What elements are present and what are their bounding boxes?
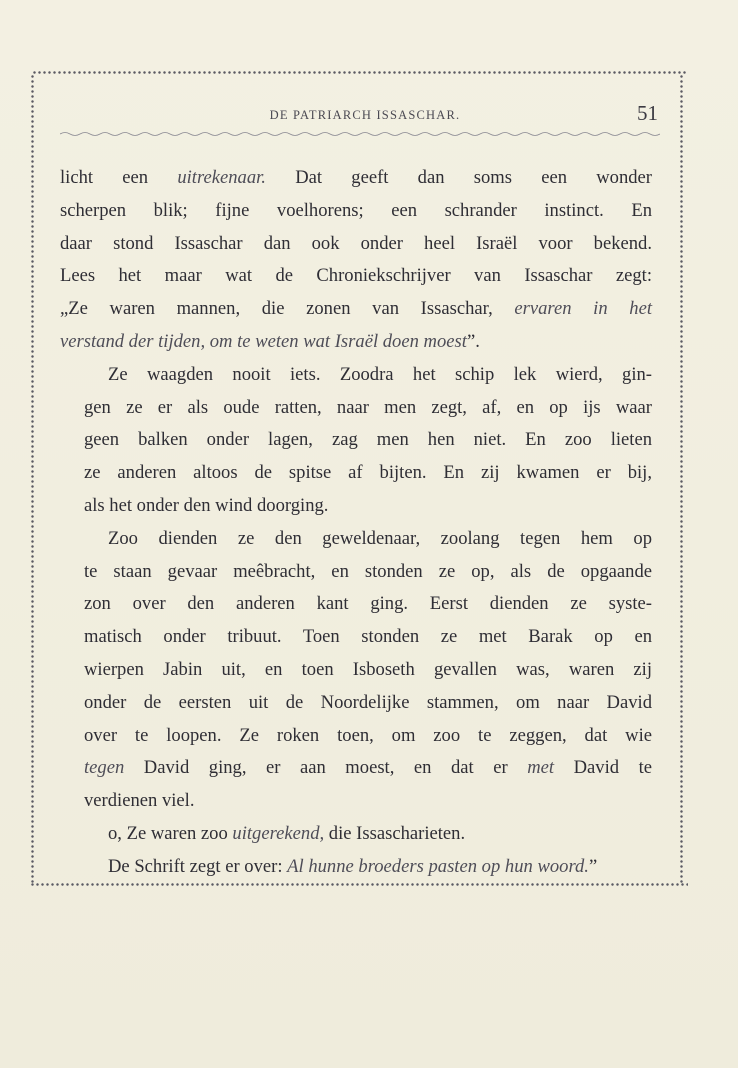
text-run: ze anderen altoos de spitse af bijten. En zij kwamen er bij,	[84, 462, 652, 484]
border-top	[32, 70, 688, 75]
italic-text: tegen	[84, 757, 125, 779]
text-line	[60, 785, 652, 818]
text-line	[60, 195, 652, 228]
italic-text: Al hunne broeders pasten op hun woord.	[287, 855, 589, 877]
text-line	[60, 162, 652, 195]
text-run: licht een	[60, 167, 178, 188]
text-run: matisch onder tribuut. Toen stonden ze met Barak op en	[84, 626, 652, 648]
paragraph	[60, 359, 652, 523]
body-text	[60, 162, 652, 884]
text-line	[60, 457, 652, 490]
text-run: die Issascharieten.	[324, 822, 466, 844]
border-right	[679, 74, 684, 884]
italic-text: uitgerekend,	[232, 822, 325, 844]
text-line	[60, 523, 652, 556]
text-line	[60, 851, 652, 884]
text-run: wierpen Jabin uit, en toen Isboseth gevallen was, waren zij	[84, 658, 652, 680]
text-run: te staan gevaar meêbracht, en stonden ze op, als de opgaande	[84, 560, 652, 582]
text-line	[60, 490, 652, 523]
text-run: zon over den anderen kant ging. Eerst dienden ze syste-	[84, 593, 652, 615]
text-run: Zoo dienden ze den geweldenaar, zoolang tegen hem op	[108, 527, 652, 549]
text-run: David te	[554, 757, 652, 779]
paragraph	[60, 523, 652, 818]
text-line	[60, 326, 652, 359]
text-line	[60, 588, 652, 621]
text-run: ”.	[466, 330, 480, 352]
paragraph	[60, 818, 652, 851]
text-line	[60, 556, 652, 589]
text-run: verdienen viel.	[84, 790, 195, 812]
text-line	[60, 293, 652, 326]
text-run: o, Ze waren zoo	[108, 822, 233, 844]
page-number: 51	[637, 101, 658, 125]
text-run: scherpen blik; fijne voelhorens; een schrander instinct. En	[60, 199, 652, 221]
text-line	[60, 228, 652, 261]
text-line	[60, 752, 652, 785]
text-line	[60, 359, 652, 392]
text-run: Lees het maar wat de Chroniekschrijver van Issaschar zegt:	[60, 265, 652, 287]
text-run: ”	[588, 855, 598, 877]
italic-text: met	[527, 757, 555, 779]
header-rule	[60, 129, 660, 139]
border-left	[30, 74, 35, 884]
italic-text: ervaren in het	[514, 298, 653, 320]
text-run: onder de eersten uit de Noordelijke stammen, om naar David	[84, 691, 652, 713]
text-run: Dat geeft dan soms een wonder	[265, 167, 652, 188]
text-line	[60, 260, 652, 293]
text-run: daar stond Issaschar dan ook onder heel Israël voor bekend.	[60, 232, 652, 254]
text-run: geen balken onder lagen, zag men hen niet. En zoo lieten	[84, 429, 652, 451]
running-title: DE PATRIARCH ISSASCHAR.	[269, 108, 461, 122]
text-line	[60, 818, 652, 851]
text-line	[60, 424, 652, 457]
text-run: Ze waagden nooit iets. Zoodra het schip lek wierd, gin-	[108, 363, 652, 385]
text-run: gen ze er als oude ratten, naar men zegt, af, en op ijs waar	[84, 396, 652, 418]
text-run: „Ze waren mannen, die zonen van Issaschar,	[60, 298, 515, 320]
text-line	[60, 392, 652, 425]
paragraph	[60, 162, 652, 359]
text-line	[60, 621, 652, 654]
text-run: over te loopen. Ze roken toen, om zoo te zeggen, dat wie	[84, 724, 652, 746]
paragraph	[60, 851, 652, 884]
text-line	[60, 654, 652, 687]
italic-text: uitrekenaar.	[177, 167, 266, 188]
italic-text: verstand der tijden, om te weten wat Israël doen moest	[60, 330, 467, 352]
text-line	[60, 687, 652, 720]
text-run: De Schrift zegt er over:	[108, 855, 288, 877]
text-run: als het onder den wind doorging.	[84, 494, 329, 516]
text-line	[60, 720, 652, 753]
text-run: David ging, er aan moest, en dat er	[124, 757, 528, 779]
